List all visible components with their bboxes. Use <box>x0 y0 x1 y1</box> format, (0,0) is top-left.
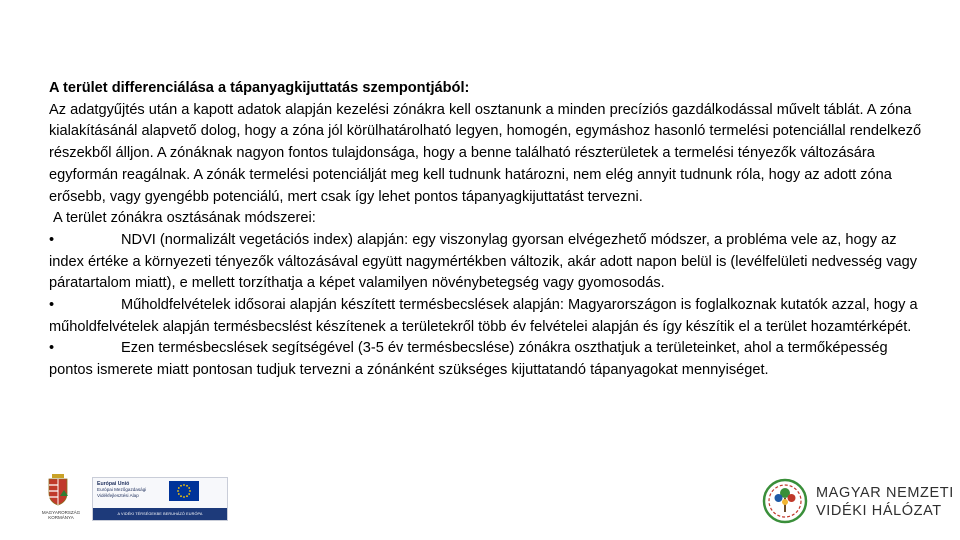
bullet-text: Ezen termésbecslések segítségével (3-5 év termésbecslése) zónákra oszthatjuk a területeinket, ahol a termőképesség pontos ismerete miatt pontosan tudjuk tervezni a zónánként szükséges kijuttatandó tápanyagokat mennyiséget. <box>49 340 888 379</box>
bullet-item-2 <box>49 295 929 338</box>
funding-logos <box>36 472 203 522</box>
bullet-symbol: • <box>49 297 55 314</box>
bullet-text: Műholdfelvételek idősorai alapján készített termésbecslések alapján: Magyarországon is foglalkoznak kutatók azzal, hogy a műholdfelvételek alapján termésbecslést készítenek a területekről több év felvételei alapján és így készítik el a terület hozamtérképét. <box>49 297 918 335</box>
bullet-item-3 <box>49 338 929 381</box>
eu-strip: A VIDÉKI TÉRSÉGEKBE BERUHÁZÓ EURÓPA <box>93 508 227 520</box>
eu-flag-icon <box>169 481 199 501</box>
crest-caption: MAGYARORSZÁG KORMÁNYA <box>41 510 81 520</box>
bullet-item-1 <box>49 230 929 295</box>
document-body <box>49 78 929 382</box>
methods-heading: A terület zónákra osztásának módszerei: <box>53 210 316 227</box>
section-heading: A terület differenciálása a tápanyagkijuttatás szempontjából: <box>49 80 470 96</box>
eu-fund-line-2: Vidékfejlesztési Alap <box>97 493 139 499</box>
eu-title: Európai Unió <box>97 481 130 487</box>
bullet-symbol: • <box>49 231 55 248</box>
eu-text <box>97 481 167 500</box>
network-tree-icon <box>762 478 808 524</box>
network-name-line1: MAGYAR NEMZETI <box>816 485 954 501</box>
intro-paragraph: Az adatgyűjtés után a kapott adatok alapján kezelési zónákra kell osztanunk a minden precíziós gazdálkodással művelt táblát. A zóna kialakításánál alapvető dolog, hogy a zóna jól körülhatárolható legyen, homogén, egymáshoz hasonló termelési potenciállal rendelkező részekből álljon. A zónáknak nagyon fontos tulajdonsága, hogy a benne található részterületek a termelési tényezők változására egyformán reagálnak. A zónák termelési potenciálját meg kell tudnunk határozni, nem elég annyit tudnunk róla, hogy az adott zóna erősebb, vagy gyengébb potenciálú, mert csak így lehet pontos tápanyagkijuttatást tervezni. <box>49 101 922 205</box>
network-logo <box>762 478 952 526</box>
eu-fund-line-1: Európai Mezőgazdasági <box>97 487 147 493</box>
bullet-symbol: • <box>49 340 55 357</box>
bullet-text: NDVI (normalizált vegetációs index) alapján: egy viszonylag gyorsan elvégezhető módszer, a probléma vele az, hogy az index értéke a környezeti tényezők változásával együtt nagymértékben változik, akár adott napon belül is (levélfelületi nedvesség vagy páratartalom miatt), e mellett torzíthatja a képet valamilyen növénybetegség vagy gyomosodás. <box>49 231 918 292</box>
eu-fund-logo <box>92 477 228 521</box>
network-name-line2: VIDÉKI HÁLÓZAT <box>816 503 942 519</box>
